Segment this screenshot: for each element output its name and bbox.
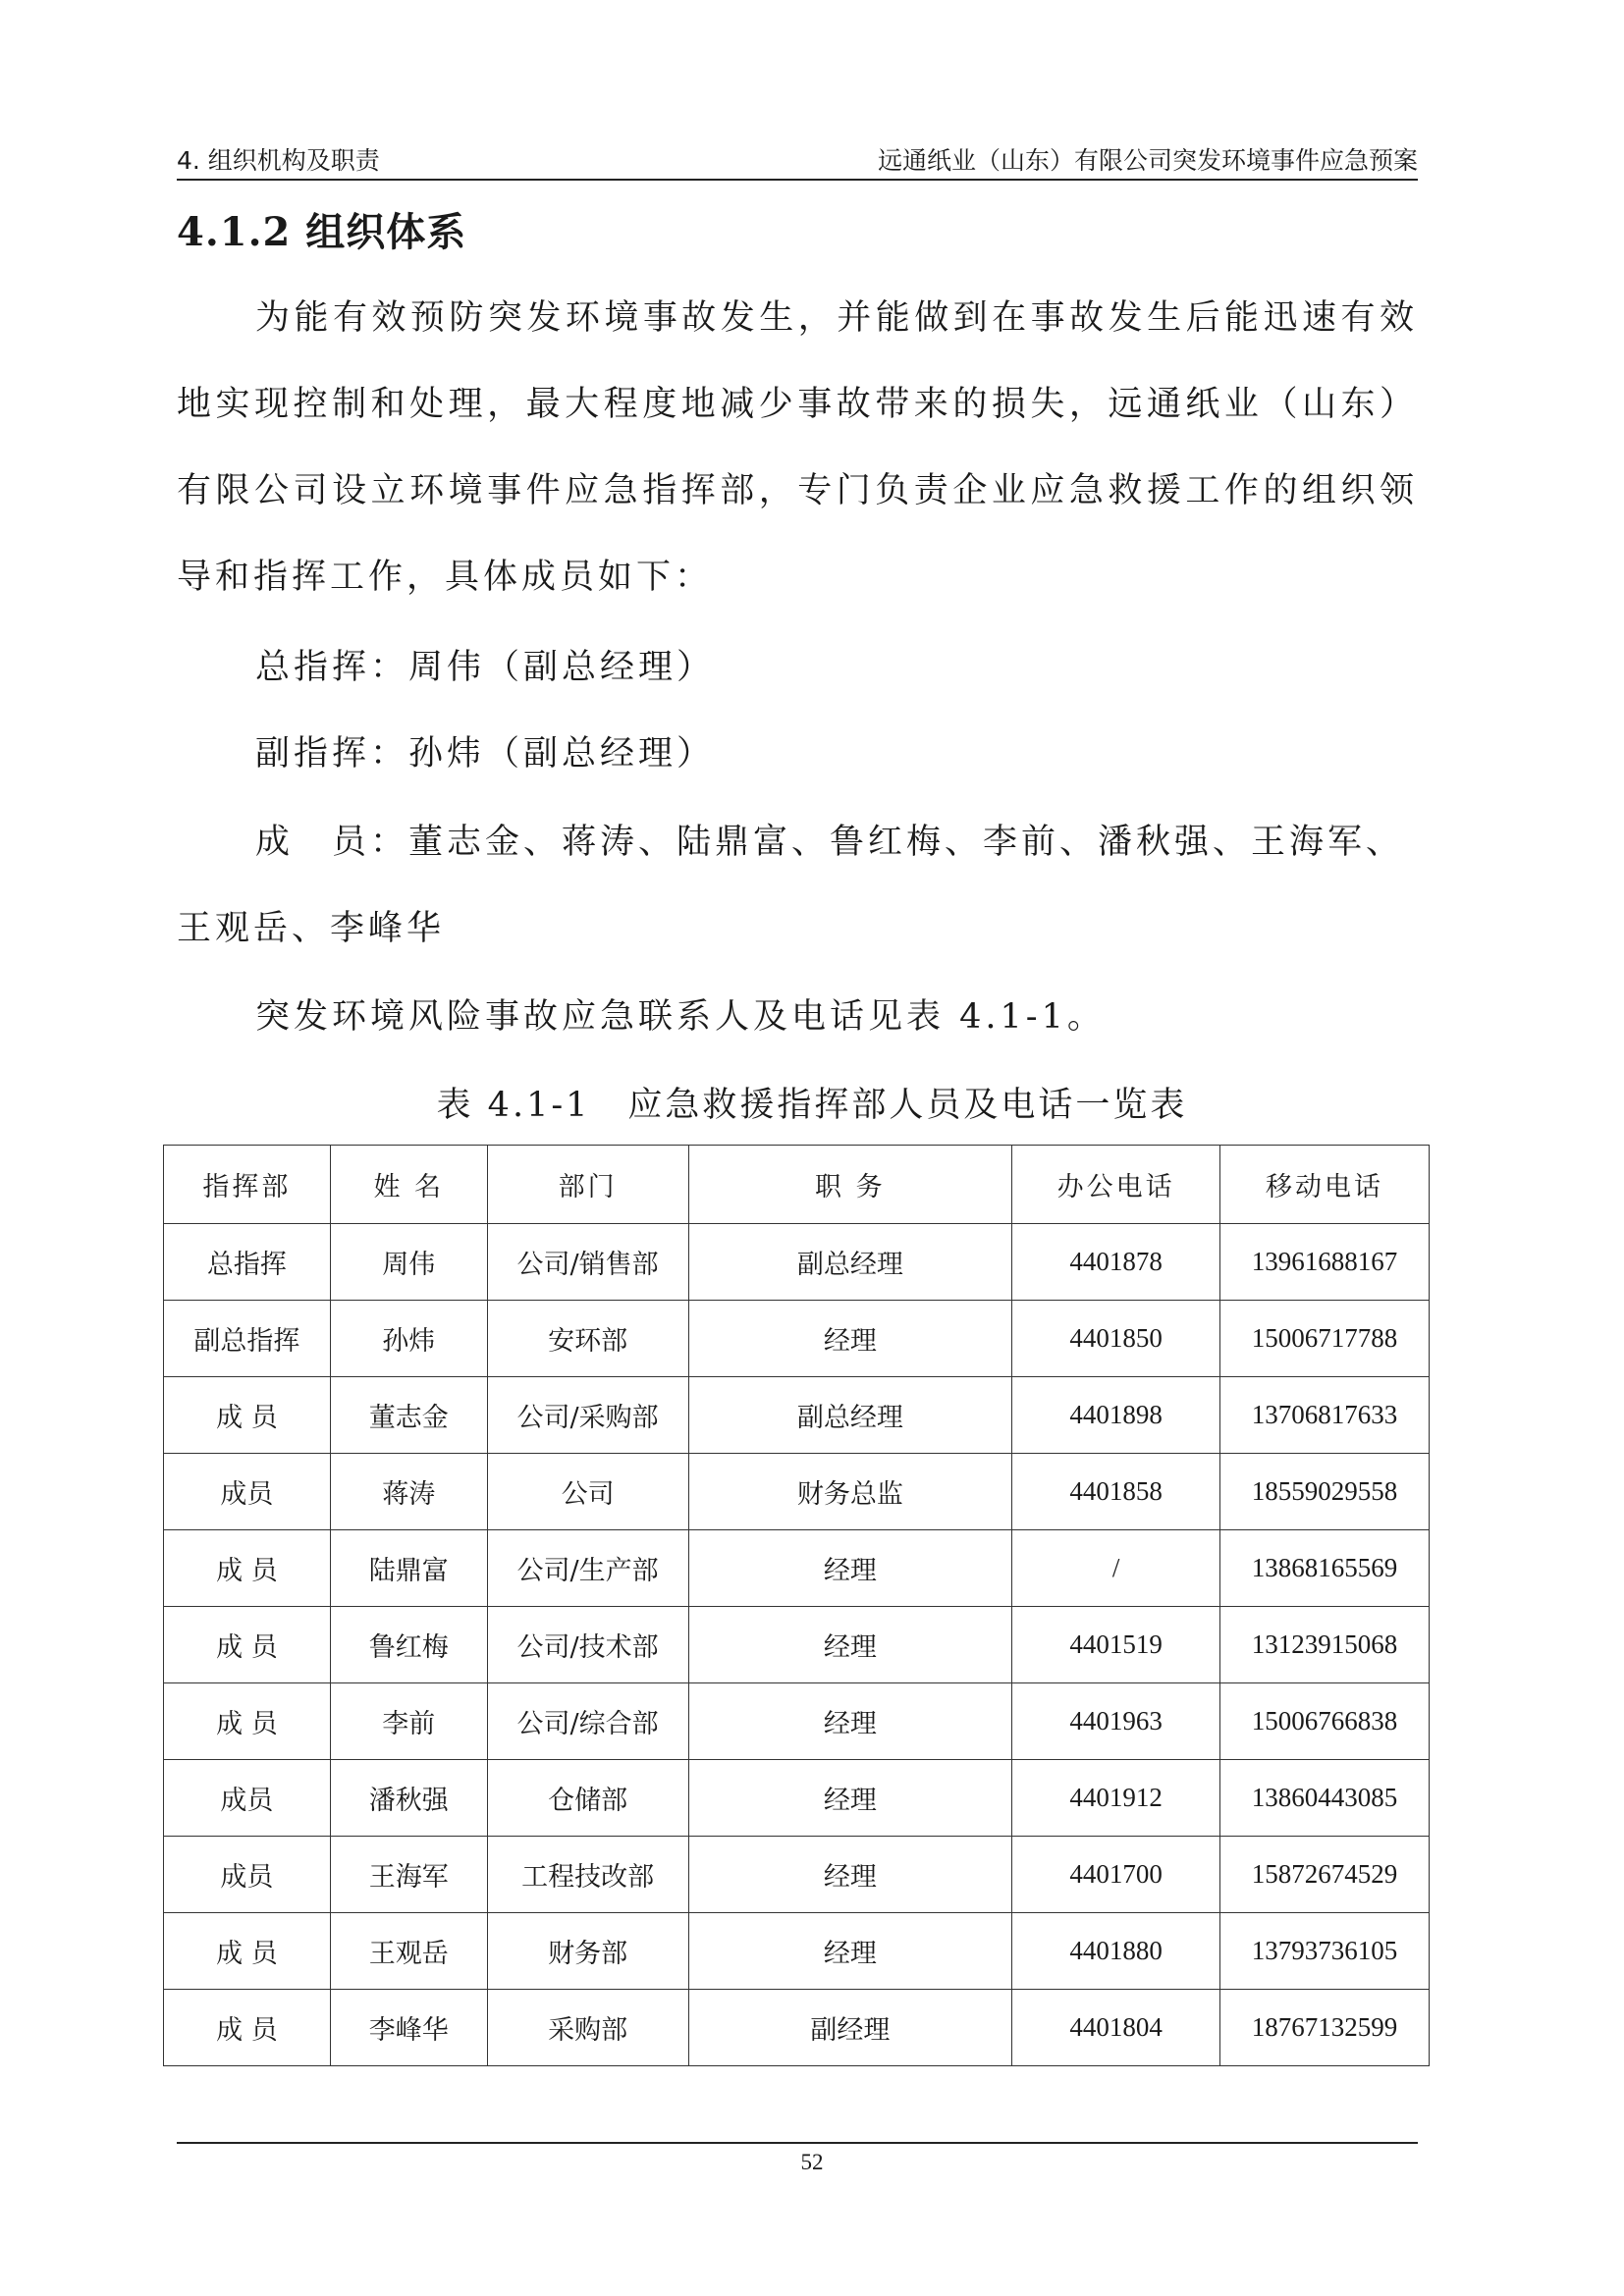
role-cell: 成员 (164, 1837, 331, 1913)
position-cell: 副总经理 (688, 1224, 1012, 1301)
page-number: 52 (800, 2150, 824, 2174)
page-header (177, 137, 1418, 177)
department-cell: 公司/综合部 (487, 1683, 688, 1760)
table-row (164, 1377, 1430, 1454)
name-cell: 陆鼎富 (330, 1530, 487, 1607)
department-cell: 公司/采购部 (487, 1377, 688, 1454)
table-row (164, 1837, 1430, 1913)
department-cell: 公司/技术部 (487, 1607, 688, 1683)
position-cell: 经理 (688, 1683, 1012, 1760)
table-header-row (164, 1146, 1430, 1224)
mobile-phone-cell: 13961688167 (1220, 1224, 1430, 1301)
mobile-phone-cell: 13706817633 (1220, 1377, 1430, 1454)
name-cell: 潘秋强 (330, 1760, 487, 1837)
office-phone-cell: 4401850 (1012, 1301, 1220, 1377)
name-cell: 鲁红梅 (330, 1607, 487, 1683)
mobile-phone-cell: 13868165569 (1220, 1530, 1430, 1607)
header-document-title: 远通纸业（山东）有限公司突发环境事件应急预案 (877, 146, 1418, 175)
department-cell: 仓储部 (487, 1760, 688, 1837)
office-phone-cell: 4401898 (1012, 1377, 1220, 1454)
office-phone-cell: 4401519 (1012, 1607, 1220, 1683)
name-cell: 李前 (330, 1683, 487, 1760)
mobile-phone-cell: 18767132599 (1220, 1990, 1430, 2066)
name-cell: 王海军 (330, 1837, 487, 1913)
name-cell: 李峰华 (330, 1990, 487, 2066)
header-chapter: 4. 组织机构及职责 (177, 146, 380, 175)
position-cell: 副总经理 (688, 1377, 1012, 1454)
office-phone-cell: 4401912 (1012, 1760, 1220, 1837)
header-cell: 部门 (487, 1146, 688, 1224)
office-phone-cell: 4401858 (1012, 1454, 1220, 1530)
mobile-phone-cell: 13123915068 (1220, 1607, 1430, 1683)
mobile-phone-cell: 18559029558 (1220, 1454, 1430, 1530)
position-cell: 经理 (688, 1837, 1012, 1913)
mobile-phone-cell: 15006717788 (1220, 1301, 1430, 1377)
deputy-line: 副指挥：孙炜（副总经理） (255, 734, 716, 774)
position-cell: 经理 (688, 1913, 1012, 1990)
department-cell: 安环部 (487, 1301, 688, 1377)
contact-table (163, 1145, 1430, 2066)
section-title: 4.1.2 组织体系 (177, 209, 467, 255)
department-cell: 公司/生产部 (487, 1530, 688, 1607)
department-cell: 公司 (487, 1454, 688, 1530)
role-cell: 成 员 (164, 1607, 331, 1683)
position-cell: 经理 (688, 1530, 1012, 1607)
table-row (164, 1607, 1430, 1683)
office-phone-cell: 4401700 (1012, 1837, 1220, 1913)
name-cell: 董志金 (330, 1377, 487, 1454)
intro-paragraph: 为能有效预防突发环境事故发生，并能做到在事故发生后能迅速有效地实现控制和处理，最大程度地减少事故带来的损失，远通纸业（山东）有限公司设立环境事件应急指挥部，专门负责企业应急救援工作的组织领导和指挥工作，具体成员如下： (177, 298, 1418, 597)
members-line-1: 成 员：董志金、蒋涛、陆鼎富、鲁红梅、李前、潘秋强、王海军、 (255, 823, 1405, 862)
position-cell: 经理 (688, 1301, 1012, 1377)
header-divider (177, 179, 1418, 181)
table-row (164, 1990, 1430, 2066)
role-cell: 成 员 (164, 1530, 331, 1607)
name-cell: 孙炜 (330, 1301, 487, 1377)
mobile-phone-cell: 15872674529 (1220, 1837, 1430, 1913)
role-cell: 成 员 (164, 1913, 331, 1990)
office-phone-cell: 4401878 (1012, 1224, 1220, 1301)
role-cell: 成 员 (164, 1990, 331, 2066)
table-caption: 表 4.1-1 应急救援指挥部人员及电话一览表 (436, 1086, 1188, 1125)
office-phone-cell: 4401880 (1012, 1913, 1220, 1990)
table-row (164, 1224, 1430, 1301)
table-row (164, 1913, 1430, 1990)
office-phone-cell: / (1012, 1530, 1220, 1607)
role-cell: 总指挥 (164, 1224, 331, 1301)
position-cell: 经理 (688, 1760, 1012, 1837)
mobile-phone-cell: 15006766838 (1220, 1683, 1430, 1760)
department-cell: 工程技改部 (487, 1837, 688, 1913)
table-reference: 突发环境风险事故应急联系人及电话见表 4.1-1。 (255, 997, 1106, 1037)
department-cell: 财务部 (487, 1913, 688, 1990)
mobile-phone-cell: 13793736105 (1220, 1913, 1430, 1990)
department-cell: 采购部 (487, 1990, 688, 2066)
role-cell: 成 员 (164, 1377, 331, 1454)
header-cell: 移动电话 (1220, 1146, 1430, 1224)
name-cell: 蒋涛 (330, 1454, 487, 1530)
header-cell: 办公电话 (1012, 1146, 1220, 1224)
table-row (164, 1530, 1430, 1607)
header-cell: 姓 名 (330, 1146, 487, 1224)
position-cell: 副经理 (688, 1990, 1012, 2066)
position-cell: 经理 (688, 1607, 1012, 1683)
position-cell: 财务总监 (688, 1454, 1012, 1530)
mobile-phone-cell: 13860443085 (1220, 1760, 1430, 1837)
footer-divider (177, 2142, 1418, 2144)
header-cell: 职 务 (688, 1146, 1012, 1224)
role-cell: 副总指挥 (164, 1301, 331, 1377)
role-cell: 成员 (164, 1760, 331, 1837)
table-row (164, 1683, 1430, 1760)
office-phone-cell: 4401804 (1012, 1990, 1220, 2066)
role-cell: 成 员 (164, 1683, 331, 1760)
table-row (164, 1760, 1430, 1837)
table-row (164, 1454, 1430, 1530)
role-cell: 成员 (164, 1454, 331, 1530)
table-row (164, 1301, 1430, 1377)
name-cell: 王观岳 (330, 1913, 487, 1990)
header-cell: 指挥部 (164, 1146, 331, 1224)
department-cell: 公司/销售部 (487, 1224, 688, 1301)
name-cell: 周伟 (330, 1224, 487, 1301)
commander-line: 总指挥：周伟（副总经理） (255, 648, 716, 687)
office-phone-cell: 4401963 (1012, 1683, 1220, 1760)
members-line-2: 王观岳、李峰华 (177, 909, 446, 948)
